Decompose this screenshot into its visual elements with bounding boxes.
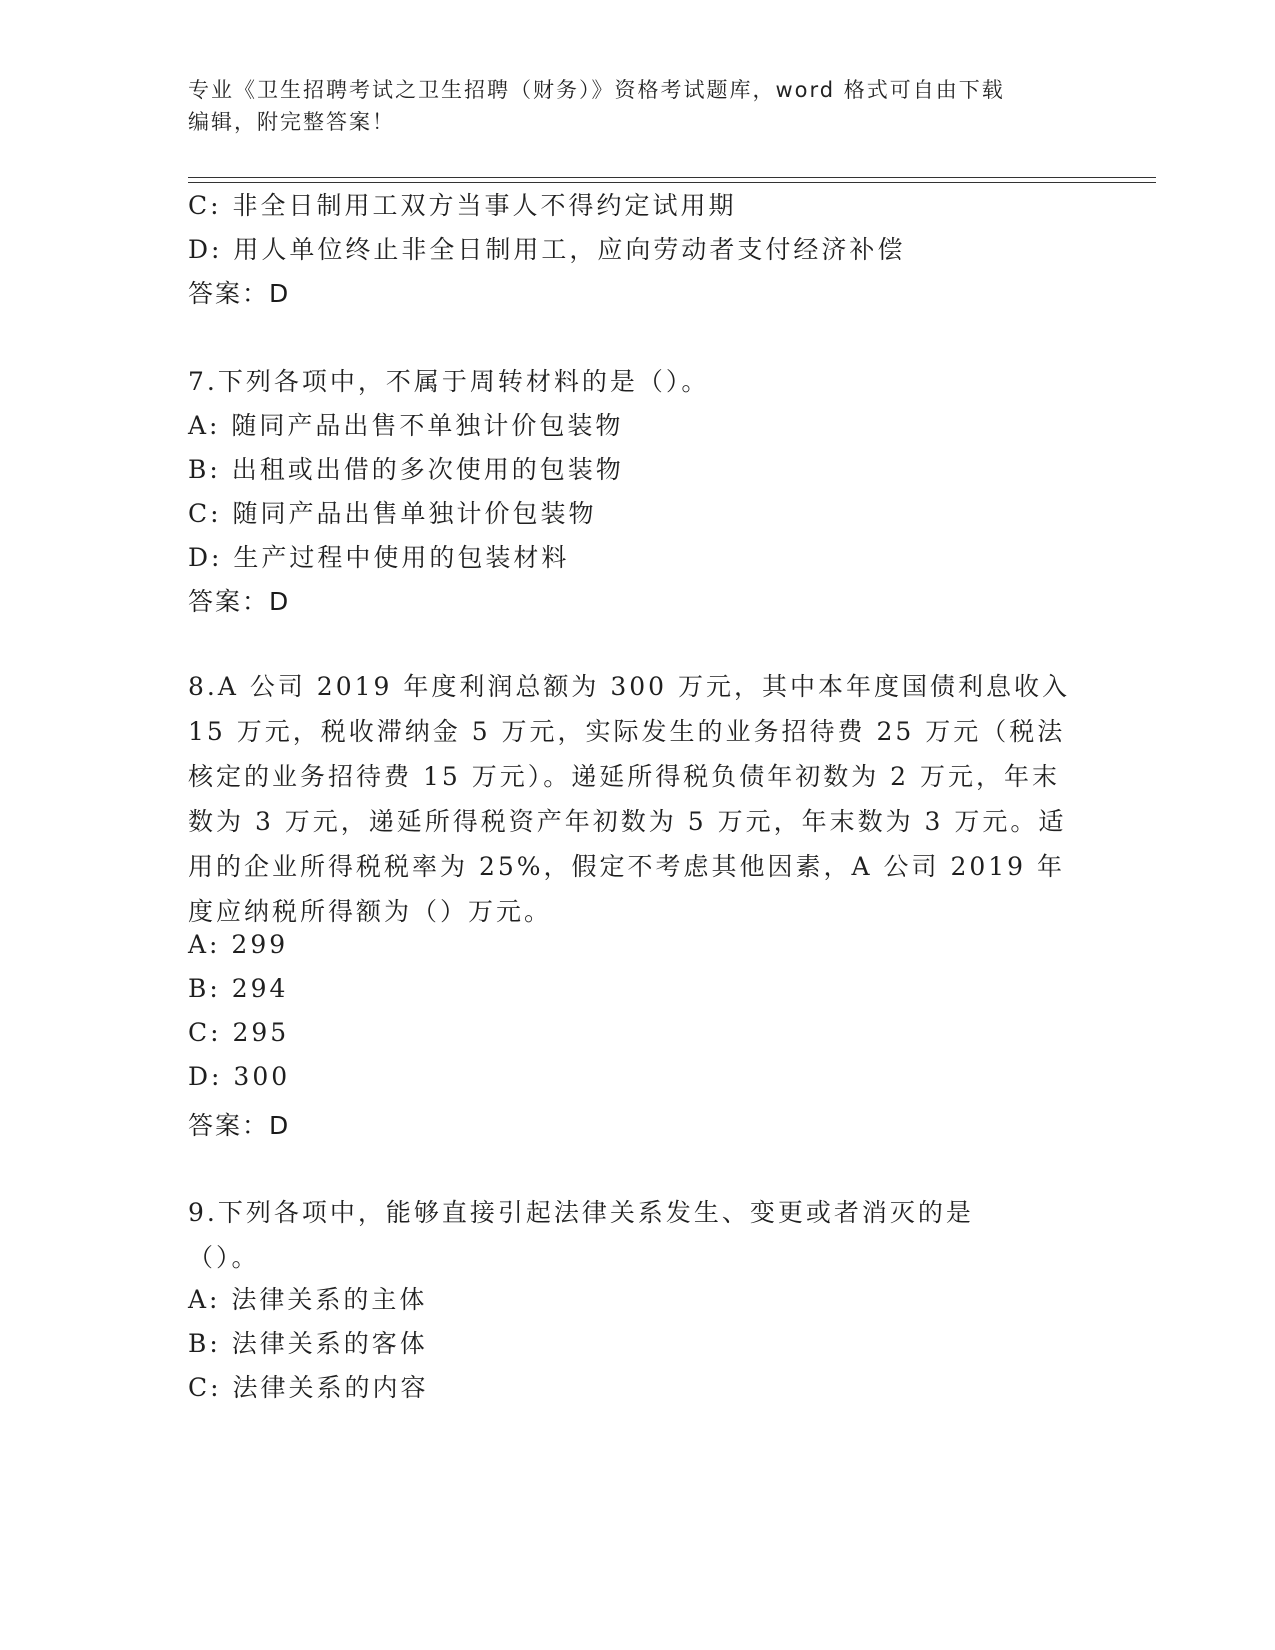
- q7-option-d: D: 生产过程中使用的包装材料: [188, 543, 570, 572]
- header-title-line-2: 编辑，附完整答案！: [188, 110, 395, 134]
- header-title-line-1: 专业《卫生招聘考试之卫生招聘（财务）》资格考试题库，word 格式可自由下载: [188, 78, 1005, 102]
- q9-option-a: A: 法律关系的主体: [188, 1285, 428, 1314]
- document-header: [188, 74, 1088, 138]
- header-divider-top: [188, 177, 1156, 178]
- q9-option-c: C: 法律关系的内容: [188, 1373, 429, 1402]
- q8-option-a: A: 299: [188, 930, 289, 959]
- q6-option-d: D: 用人单位终止非全日制用工，应向劳动者支付经济补偿: [188, 235, 906, 264]
- header-divider-bottom: [188, 182, 1156, 183]
- q8-option-d: D: 300: [188, 1062, 291, 1091]
- q7-option-c: C: 随同产品出售单独计价包装物: [188, 499, 597, 528]
- q8-option-c: C: 295: [188, 1018, 290, 1047]
- q9-option-b: B: 法律关系的客体: [188, 1329, 428, 1358]
- q7-option-b: B: 出租或出借的多次使用的包装物: [188, 455, 624, 484]
- q7-stem: 7.下列各项中，不属于周转材料的是（）。: [188, 367, 710, 396]
- q7-answer: 答案：D: [188, 587, 291, 616]
- q8-answer: 答案：D: [188, 1111, 291, 1140]
- q8-option-b: B: 294: [188, 974, 289, 1003]
- q8-stem: 8.A 公司 2019 年度利润总额为 300 万元，其中本年度国债利息收入 15 万元，税收滞纳金 5 万元，实际发生的业务招待费 25 万元（税法核定的业务招待费 15 万元）。递延所得税负债年初数为 2 万元，年末数为 3 万元，递延所得税资产年初数为 5 万元，年末数为 3 万元。适用的企业所得税税率为 25%，假定不考虑其他因素，A 公司 2019 年度应纳税所得额为（）万元。: [188, 672, 1070, 926]
- q6-option-c: C: 非全日制用工双方当事人不得约定试用期: [188, 191, 737, 220]
- q9-stem: 9.下列各项中，能够直接引起法律关系发生、变更或者消灭的是（）。: [188, 1198, 974, 1272]
- q6-answer: 答案：D: [188, 279, 291, 308]
- q7-option-a: A: 随同产品出售不单独计价包装物: [188, 411, 624, 440]
